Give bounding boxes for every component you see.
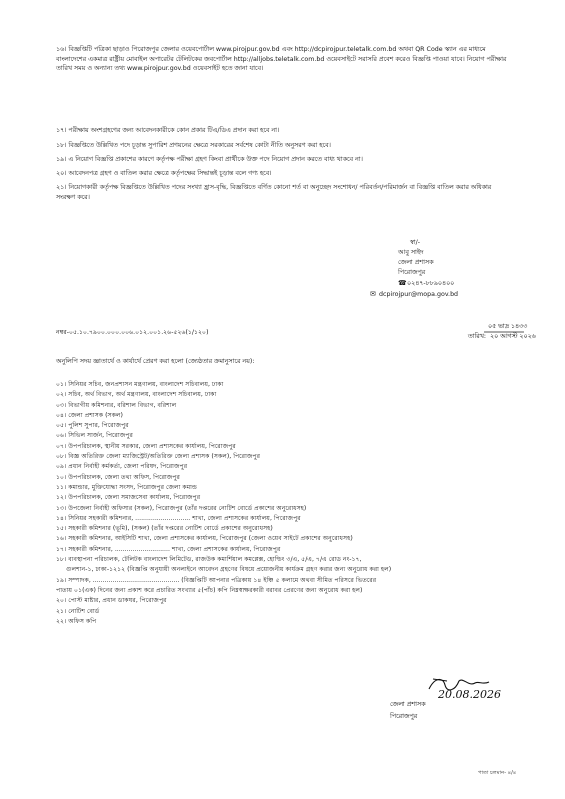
date-divider xyxy=(484,331,524,333)
signatory-phone: ০২৪৭-৮৮৯০৪০০ xyxy=(407,280,455,287)
clause-17: ১৭। পরীক্ষায় অংশগ্রহণের জন্য আবেদনকারীকে কোন প্রকার টিএ/ডিএ প্রদান করা হবে না। xyxy=(56,127,280,134)
list-item: ১১। কমান্ডার, মুক্তিযোদ্ধা সংসদ, পিরোজপুর জেলা কমান্ড xyxy=(56,483,197,491)
signatory-block xyxy=(370,238,530,300)
copy-recipients-list xyxy=(56,380,526,627)
list-item: ০৩। বিভাগীয় কমিশনার, বরিশাল বিভাগ, বরিশাল xyxy=(56,401,177,409)
clause-16: ১৬। বিজ্ঞপ্তিটি পত্রিকা ছাড়াও পিরোজপুর জেলার ওয়েবপোর্টাল www.pirojpur.gov.bd এবং http://dcpirojpur.teletalk.com.bd অথবা QR Code স্ক্যান এর মাধ্যমে বাংলাদেশের একমাত্র রাষ্ট্রীয় মোবাইল অপারেটর টেলিটকের জবপোর্টাল http://alljobs.teletalk.com.bd ওয়েবসাইটে সরাসরি প্রবেশ করেও বিজ্ঞপ্তি পাওয়া যাবে। নিয়োগ পরীক্ষার তারিখ সময় ও অন্যান্য তথ্য www.pirojpur.gov.bd ওয়েবসাইট হতে জানা যাবে। xyxy=(56,46,507,73)
date-bangla: ০৫ ভাদ্র ১৪৩৩ xyxy=(488,323,528,330)
list-item: ০৪। জেলা প্রশাসক (সকল) xyxy=(56,411,123,419)
clause-19: ১৯। এ নিয়োগ বিজ্ঞপ্তি প্রকাশের কারণে কর্তৃপক্ষ পরীক্ষা গ্রহণ কিংবা প্রার্থীকে উক্ত পদে নিয়োগ প্রদান করতে বাধ্য থাকবে না। xyxy=(56,156,363,163)
list-item: ০৫। পুলিশ সুপার, পিরোজপুর xyxy=(56,422,129,430)
list-item: গুলশান-১, ঢাকা-১২১২ (বিজ্ঞপ্তি অনুযায়ী অনলাইনে আবেদন গ্রহণের বিষয়ে প্রয়োজনীয় কার্যক্রম গ্রহণ করার জন্য অনুরোধ করা হল) xyxy=(66,566,392,574)
list-item: ১৮। ব্যবস্থাপনা পরিচালক, টেলিটক বাংলাদেশ লিমিটেড, রাজউক কমার্শিয়াল কমপ্লেক্স, হোল্ডিং ৩/এ, ৫/এ, ৭/এ রোড নং-১৭, xyxy=(56,556,362,564)
clause-20: ২০। আবেদনপত্র গ্রহণ ও বাতিল করার ক্ষেত্রে কর্তৃপক্ষের সিদ্ধান্তই চূড়ান্ত বলে গণ্য হবে। xyxy=(56,170,272,177)
clause-18: ১৮। বিজ্ঞপ্তিতে উল্লিখিত পদে চূড়ান্ত সুপারিশ প্রণয়নের ক্ষেত্রে সরকারের সর্বশেষ কোটা নীতি অনুসরণ করা হবে। xyxy=(56,142,331,149)
date-label: তারিখ: xyxy=(467,333,486,340)
list-item: ০১। সিনিয়র সচিব, জনপ্রশাসন মন্ত্রণালয়, বাংলাদেশ সচিবালয়, ঢাকা xyxy=(56,381,224,388)
list-item: ১২। উপপরিচালক, জেলা সমাজসেবা কার্যালয়, পিরোজপুর xyxy=(56,494,201,502)
list-item: ২১। নোটিশ বোর্ড xyxy=(56,607,100,615)
list-item: ২০। পোস্ট মাষ্টার, প্রধান ডাকঘর, পিরোজপুর xyxy=(56,597,167,605)
signatory-email-row xyxy=(370,289,530,300)
list-item: ০৭। উপপরিচালক, স্থানীয় সরকার, জেলা প্রশাসকের কার্যালয়, পিরোজপুর xyxy=(56,442,236,450)
signed-mark: স্বা/- xyxy=(410,239,421,246)
list-item: ০৮। বিজ্ঞ অতিরিক্ত জেলা ম্যাজিস্ট্রেট/অতিরিক্ত জেলা প্রশাসক (সকল), পিরোজপুর xyxy=(56,453,261,461)
footer-designation: জেলা প্রশাসক xyxy=(390,701,426,708)
footer-district: পিরোজপুর xyxy=(390,713,418,720)
list-item: ০২। সচিব, অর্থ বিভাগ, অর্থ মন্ত্রণালয়, বাংলাদেশ সচিবালয়, ঢাকা xyxy=(56,391,217,399)
signatory-district: পিরোজপুর xyxy=(398,269,426,276)
date-english-row xyxy=(400,332,536,342)
signatory-email[interactable]: dcpirojpur@mopa.gov.bd xyxy=(379,291,459,298)
email-icon: ✉ xyxy=(370,290,376,298)
list-item: ১৭। সহকারী কমিশনার, ............................ শাখা, জেলা প্রশাসকের কার্যালয়, পিরোজপুর xyxy=(56,545,281,553)
list-item: পাতায় ০১(এক) দিনের জন্য প্রকাশ করে প্রচারিত সংখ্যার ৫(পাঁচ) কপি নিম্নস্বাক্ষরকারী বরাবর প্রেরণের জন্য অনুরোধ করা হল) xyxy=(56,586,363,594)
signatory-designation: জেলা প্রশাসক xyxy=(398,259,434,266)
list-item: ১০। উপপরিচালক, জেলা তথ্য অফিস, পিরোজপুর xyxy=(56,473,180,481)
list-item: ২২। অফিস কপি xyxy=(56,617,97,625)
list-item: ১৫। সহকারী কমিশনার (ভূমি), (সকল) (তাঁর দপ্তরের নোটিশ বোর্ডে প্রকাশের অনুরোধসহ) xyxy=(56,525,273,533)
list-item: ১৩। উপজেলা নির্বাহী অফিসার (সকল), পিরোজপুর (তাঁর দপ্তরের নোটিশ বোর্ডে প্রকাশের অনুরোধসহ) xyxy=(56,504,307,512)
copy-intro: অনুলিপি সদয় জ্ঞাতার্থে ও কার্যার্থে প্রেরণ করা হলো (জ্যেষ্ঠতার ক্রমানুসারে নয়): xyxy=(56,358,255,365)
signatory-phone-row xyxy=(370,278,530,289)
list-item: ১৪। সিনিয়র সহকারী কমিশনার, ............................ শাখা, জেলা প্রশাসকের কার্যালয়, পিরোজপুর xyxy=(56,514,301,522)
clause-21: ২১। নিয়োগকারী কর্তৃপক্ষ বিজ্ঞপ্তিতে উল্লিখিত পদের সংখ্যা হ্রাস-বৃদ্ধি, বিজ্ঞপ্তিতে বর্ণিত কোনো শর্ত বা অনুচ্ছেদ সংশোধন/ পরিবর্তন/পরিমার্জন বা বিজ্ঞপ্তি বাতিল করার অধিকার সংরক্ষণ করে। xyxy=(56,184,492,201)
list-item: ০৯। প্রধান নির্বাহী কর্মকর্তা, জেলা পরিষদ, পিরোজপুর xyxy=(56,463,188,471)
list-item: ১৬। সহকারী কমিশনার, আইসিটি শাখা, জেলা প্রশাসকের কার্যালয়, পিরোজপুর (জেলা ওয়েব সাইটে প্রকাশের অনুরোধসহ) xyxy=(56,535,353,543)
list-item: ০৬। সিভিল সার্জন, পিরোজপুর xyxy=(56,432,133,440)
list-item: ১৯। সম্পাদক, ............................................ (বিজ্ঞপ্তিটি আপনার পত্রিকায় ১৪ ইঞ্চি ৫ কলামে অথবা সীমিত পরিসরে ভিতরের xyxy=(56,576,377,584)
page-continuation: পাতা চলমান- ৪/৪ xyxy=(478,770,517,776)
date-english: ২০ আগস্ট ২০২৬ xyxy=(490,333,536,340)
signatory-name: আবু সাইদ xyxy=(398,249,424,256)
telephone-icon: ☎ xyxy=(398,279,407,287)
signature-date: 20.08.2026 xyxy=(438,688,501,701)
memo-number: নম্বর-০৫.১০.৭৯০০.০০০.০০৬.০১২.০০১.২৬-৫২৬(১/১২০) xyxy=(56,329,209,336)
